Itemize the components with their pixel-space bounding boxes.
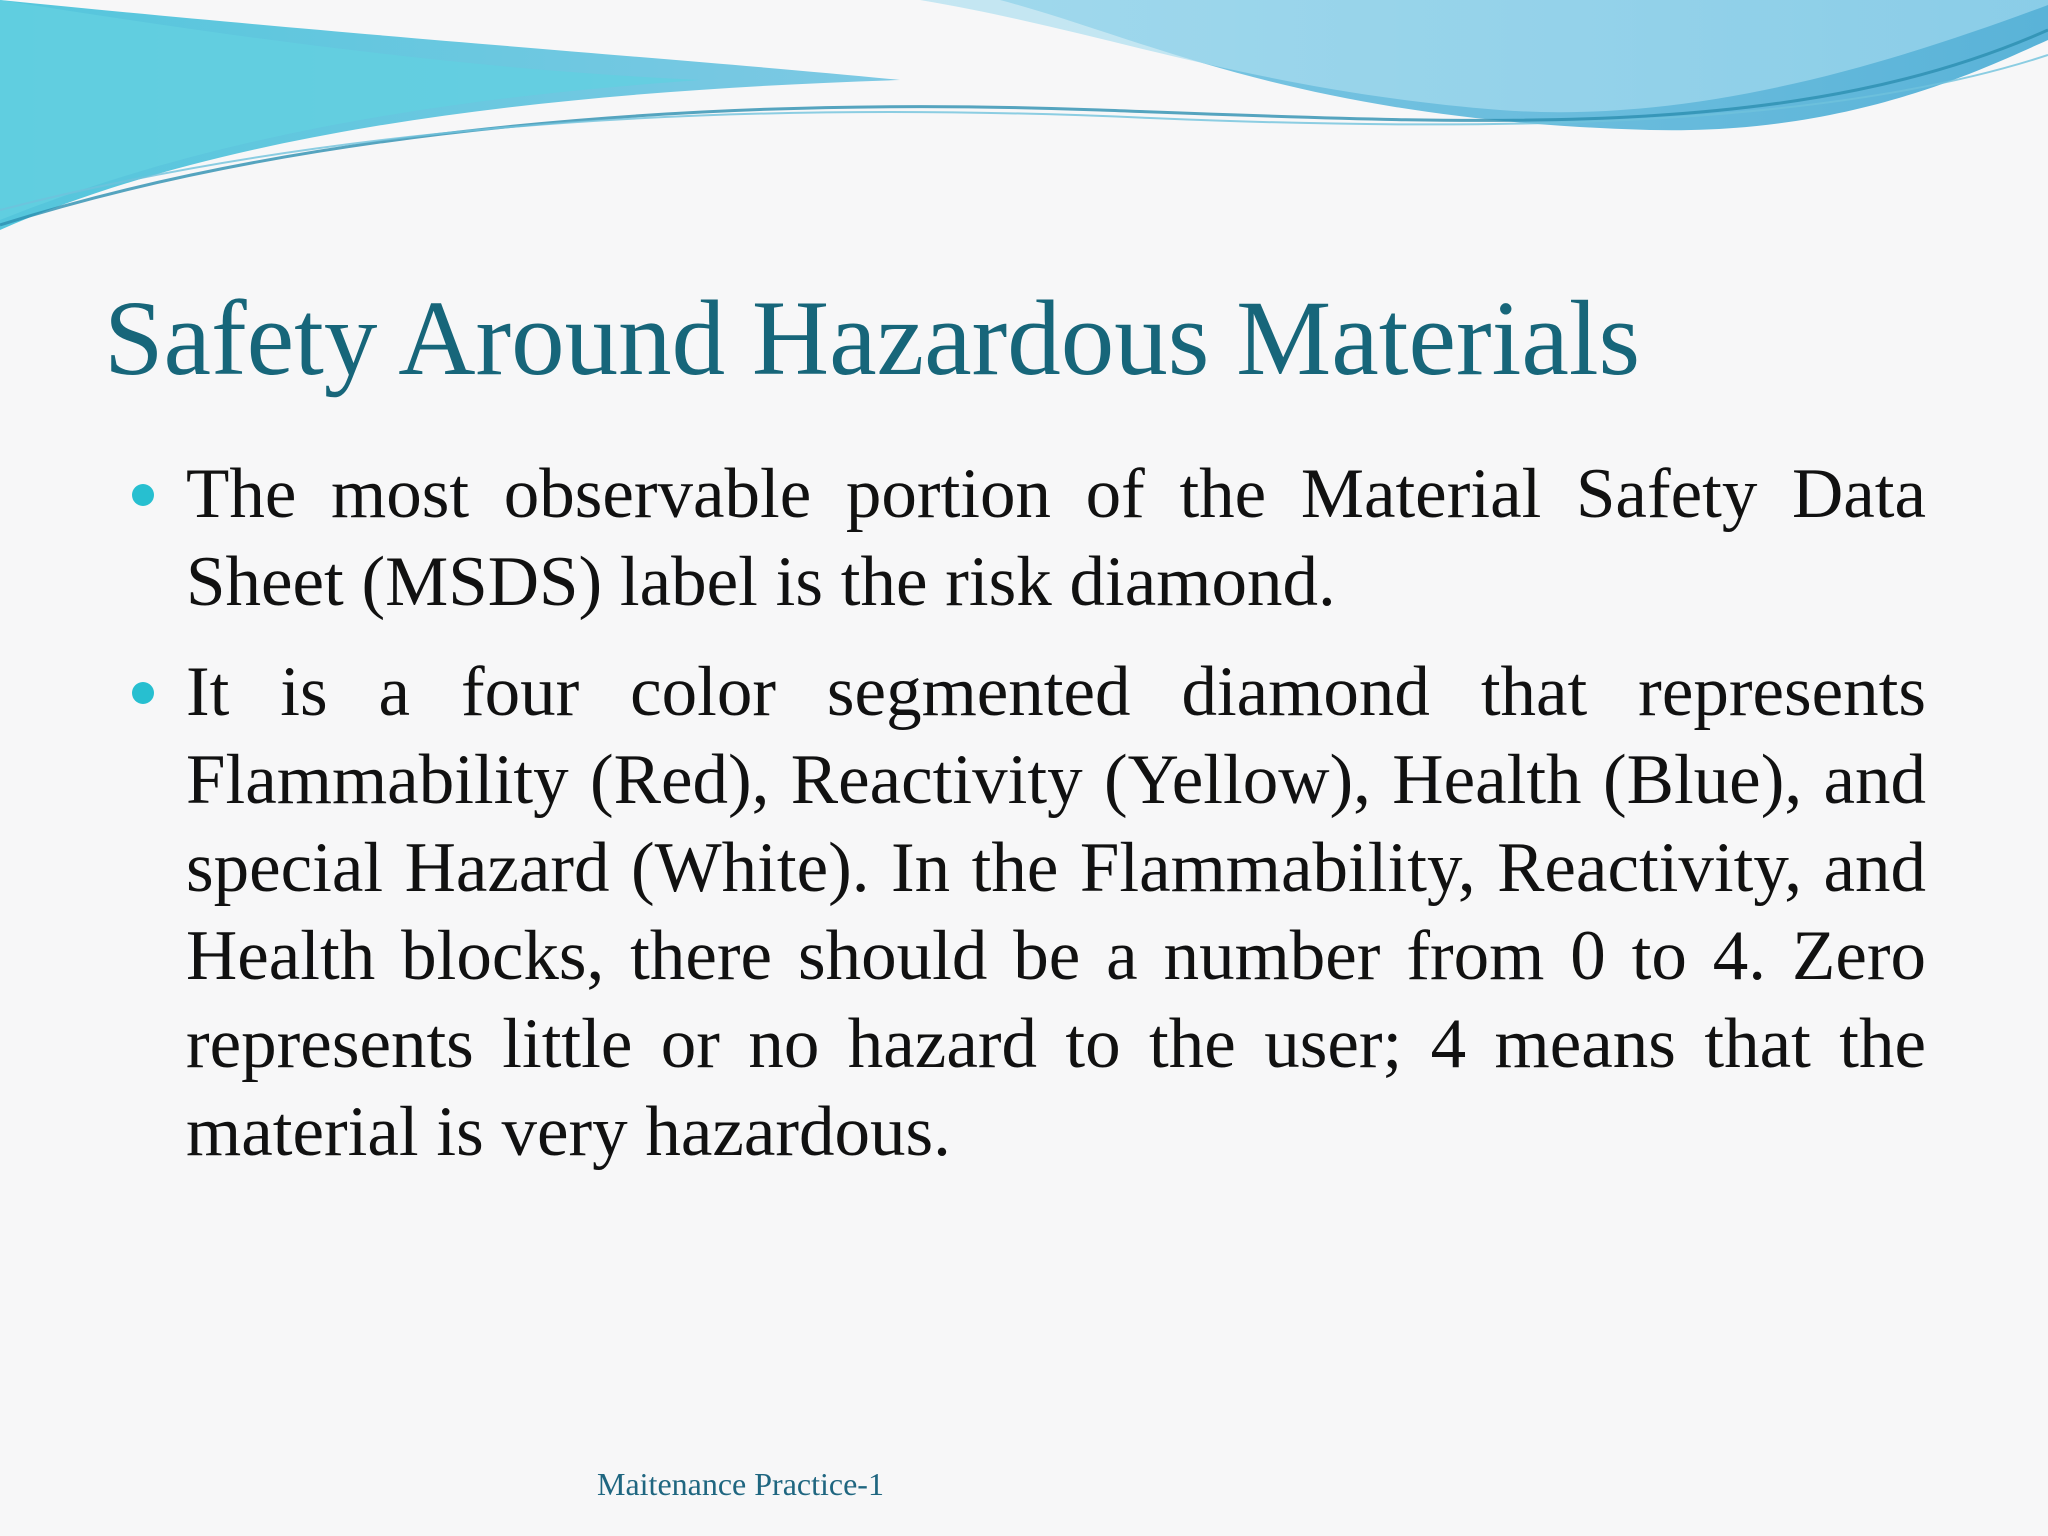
bullet-dot-icon <box>132 484 154 506</box>
bullet-dot-icon <box>132 682 154 704</box>
slide-footer: Maitenance Practice-1 <box>597 1466 884 1502</box>
bullet-text: The most observable portion of the Material Safety Data Sheet (MSDS) label is the risk diamond. <box>186 455 1926 621</box>
bullet-list <box>128 450 1926 1198</box>
bullet-item <box>128 450 1926 626</box>
bullet-text: It is a four color segmented diamond that represents Flammability (Red), Reactivity (Yellow), Health (Blue), and special Hazard (White). In the Flammability, Reactivity, and Health blocks, there should be a number from 0 to 4. Zero represents little or no hazard to the user; 4 means that the material is very hazardous. <box>186 653 1926 1171</box>
bullet-item <box>128 648 1926 1176</box>
slide-title: Safety Around Hazardous Materials <box>104 280 1641 398</box>
header-wave-decoration <box>0 0 2048 240</box>
